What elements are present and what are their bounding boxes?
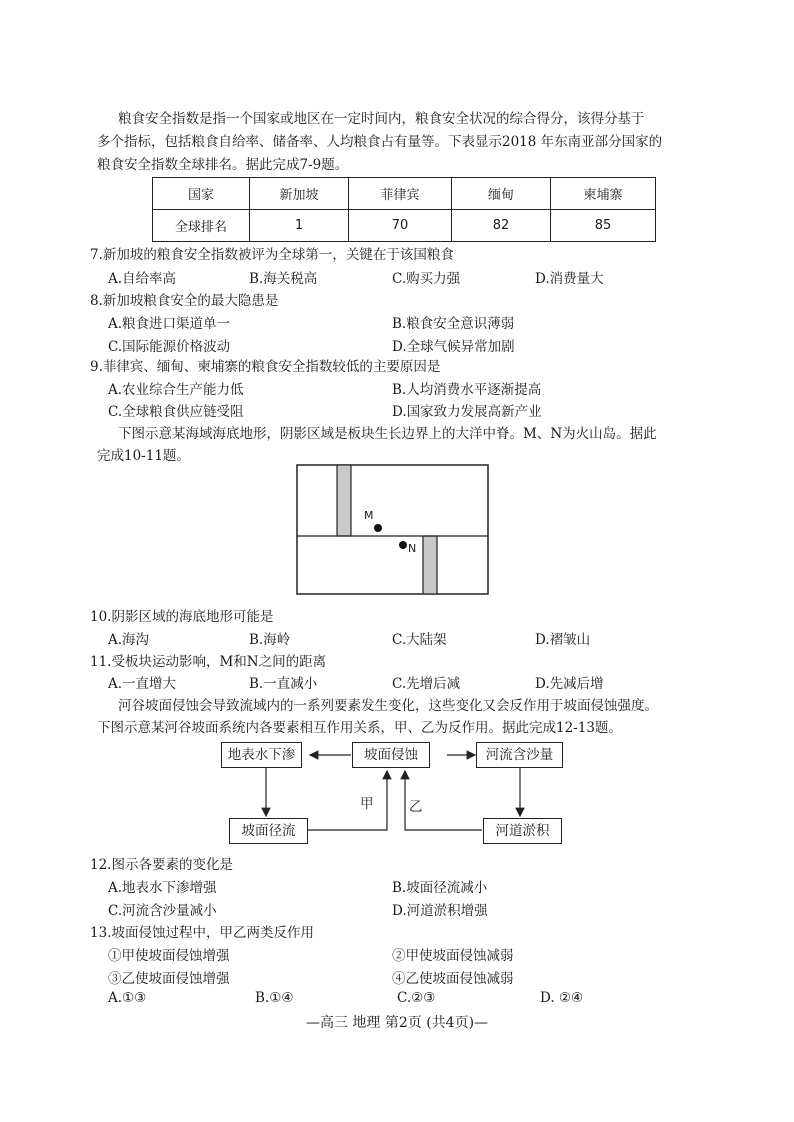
option-a[interactable]: A.地表水下渗增强 — [108, 880, 217, 896]
option-c[interactable]: C.河流含沙量减小 — [108, 903, 217, 919]
option-c[interactable]: C.购买力强 — [392, 271, 461, 287]
option-d[interactable]: D. ②④ — [540, 990, 584, 1006]
intro3-line1: 河谷坡面侵蚀会导致流域内的一系列要素发生变化，这些变化又会反作用于坡面侵蚀强度。 — [118, 698, 658, 714]
option-b[interactable]: B.海关税高 — [249, 271, 318, 287]
option-b[interactable]: B.①④ — [255, 990, 294, 1006]
option-c[interactable]: C.国际能源价格波动 — [108, 339, 231, 355]
option-a[interactable]: A.农业综合生产能力低 — [108, 382, 244, 398]
map-frame — [297, 465, 488, 594]
question-stem: 10.阴影区域的海底地形可能是 — [90, 609, 274, 625]
option-b[interactable]: B.粮食安全意识薄弱 — [392, 316, 515, 332]
option-d[interactable]: D.河道淤积增强 — [392, 903, 488, 919]
volcanic-island-n — [399, 541, 407, 549]
node-river-sediment: 河流含沙量 — [476, 742, 563, 768]
question-stem: 8.新加坡粮食安全的最大隐患是 — [90, 293, 279, 309]
question-stem: 9.菲律宾、缅甸、柬埔寨的粮食安全指数较低的主要原因是 — [90, 359, 441, 375]
arrow-jia-feedback — [308, 771, 387, 830]
page-footer: —高三 地理 第2页 (共4页)— — [305, 1015, 489, 1031]
table-cell: 全球排名 — [153, 210, 250, 242]
mid-ocean-ridge-upper — [337, 465, 351, 536]
option-a[interactable]: A.海沟 — [108, 632, 150, 648]
question-stem: 13.坡面侵蚀过程中，甲乙两类反作用 — [90, 925, 314, 941]
option-b[interactable]: B.人均消费水平逐渐提高 — [392, 382, 542, 398]
label-m: M — [364, 509, 374, 522]
option-c[interactable]: C.先增后减 — [392, 676, 461, 692]
option-a[interactable]: A.自给率高 — [108, 271, 177, 287]
label-yi: 乙 — [409, 799, 423, 815]
statement-4: ④乙使坡面侵蚀减弱 — [392, 971, 514, 987]
table-cell: 1 — [250, 210, 349, 242]
option-b[interactable]: B.坡面径流减小 — [392, 880, 488, 896]
table-header-cell: 国家 — [153, 178, 250, 210]
option-a[interactable]: A.粮食进口渠道单一 — [108, 316, 231, 332]
statement-2: ②甲使坡面侵蚀减弱 — [392, 948, 514, 964]
statement-3: ③乙使坡面侵蚀增强 — [108, 971, 230, 987]
table-cell: 70 — [349, 210, 452, 242]
mid-ocean-ridge-lower — [423, 536, 437, 594]
intro2-line1: 下图示意某海域海底地形，阴影区域是板块生长边界上的大洋中脊。M、N为火山岛。据此 — [118, 426, 657, 442]
option-a[interactable]: A.①③ — [108, 990, 147, 1006]
intro3-line2: 下图示意某河谷坡面系统内各要素相互作用关系，甲、乙为反作用。据此完成12-13题。 — [97, 720, 622, 736]
table-header-cell: 新加坡 — [250, 178, 349, 210]
option-b[interactable]: B.一直减小 — [249, 676, 318, 692]
node-slope-erosion: 坡面侵蚀 — [352, 742, 430, 768]
table-header-cell: 菲律宾 — [349, 178, 452, 210]
option-c[interactable]: C.大陆架 — [392, 632, 447, 648]
volcanic-island-m — [374, 524, 382, 532]
option-c[interactable]: C.②③ — [397, 990, 436, 1006]
option-d[interactable]: D.褶皱山 — [535, 632, 591, 648]
table-row — [153, 210, 656, 242]
node-channel-deposition: 河道淤积 — [483, 818, 562, 844]
intro1-line2: 多个指标，包括粮食自给率、储备率、人均粮食占有量等。下表显示2018 年东南亚部分国家的 — [97, 134, 663, 150]
table-header-cell: 缅甸 — [452, 178, 551, 210]
intro1-line3: 粮食安全指数全球排名。据此完成7-9题。 — [97, 157, 349, 173]
table-cell: 82 — [452, 210, 551, 242]
intro1-line1: 粮食安全指数是指一个国家或地区在一定时间内，粮食安全状况的综合得分，该得分基于 — [118, 111, 645, 127]
option-d[interactable]: D.消费量大 — [535, 271, 604, 287]
food-security-rank-table — [152, 177, 656, 242]
intro2-line2: 完成10-11题。 — [97, 448, 190, 464]
option-d[interactable]: D.先减后增 — [535, 676, 604, 692]
option-a[interactable]: A.一直增大 — [108, 676, 177, 692]
question-stem: 12.图示各要素的变化是 — [90, 857, 233, 873]
option-b[interactable]: B.海岭 — [249, 632, 291, 648]
table-header-cell: 柬埔寨 — [551, 178, 656, 210]
option-c[interactable]: C.全球粮食供应链受阻 — [108, 404, 244, 420]
question-stem: 7.新加坡的粮食安全指数被评为全球第一，关键在于该国粮食 — [90, 247, 454, 263]
option-d[interactable]: D.国家致力发展高新产业 — [392, 404, 542, 420]
table-cell: 85 — [551, 210, 656, 242]
label-n: N — [408, 542, 417, 555]
option-d[interactable]: D.全球气候异常加剧 — [392, 339, 515, 355]
node-slope-runoff: 坡面径流 — [229, 818, 308, 844]
label-jia: 甲 — [360, 796, 374, 812]
node-surface-infiltration: 地表水下渗 — [221, 742, 302, 768]
table-header-row — [153, 178, 656, 210]
statement-1: ①甲使坡面侵蚀增强 — [108, 948, 230, 964]
question-stem: 11.受板块运动影响，M和N之间的距离 — [90, 654, 327, 670]
seafloor-map-figure — [296, 464, 490, 596]
